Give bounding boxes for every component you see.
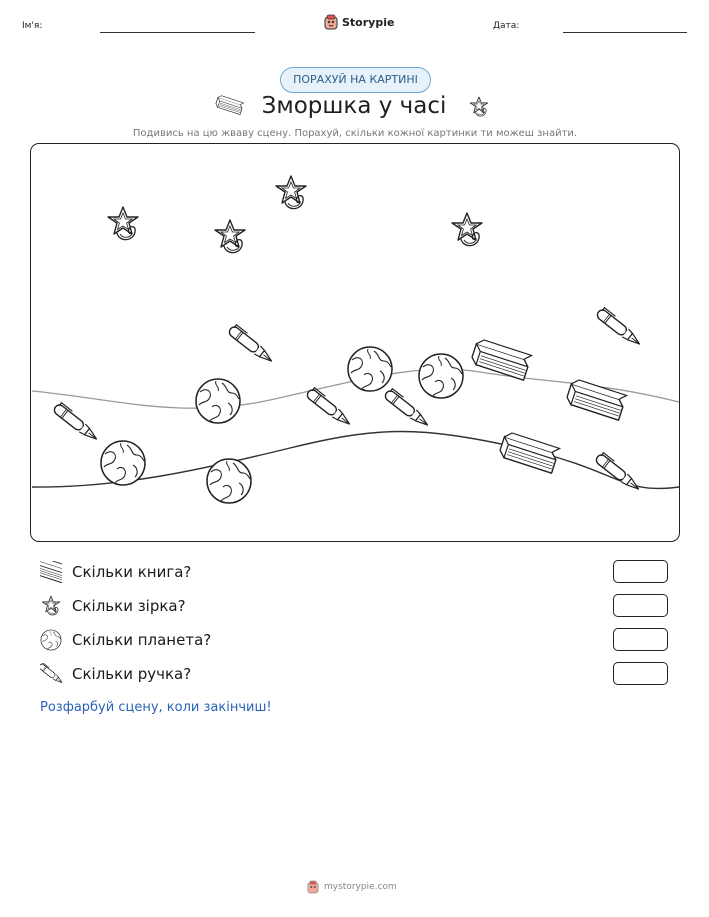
star-icon — [40, 595, 62, 617]
storypie-footer-icon — [307, 880, 319, 894]
question-row-book — [40, 560, 680, 584]
pen-icon — [40, 663, 62, 685]
instructions: Подивись на цю жваву сцену. Порахуй, скільки кожної картинки ти можеш знайти. — [132, 128, 578, 139]
name-label: Ім'я: — [22, 21, 43, 31]
book-icon — [214, 94, 244, 118]
question-text: Скільки зірка? — [72, 597, 186, 615]
question-text: Скільки книга? — [72, 563, 192, 581]
answer-box-book[interactable] — [613, 560, 668, 583]
date-label: Дата: — [493, 21, 520, 31]
question-row-star — [40, 594, 680, 618]
question-text: Скільки планета? — [72, 631, 212, 649]
question-row-planet — [40, 628, 680, 652]
question-row-pen — [40, 662, 680, 686]
coloring-note: Розфарбуй сцену, коли закінчиш! — [40, 700, 272, 715]
page-title: Зморшка у часі — [261, 93, 447, 119]
star-icon — [466, 94, 492, 120]
date-line[interactable] — [563, 32, 687, 33]
brand-logo — [324, 14, 394, 30]
answer-box-planet[interactable] — [613, 628, 668, 651]
footer-url: mystorypie.com — [324, 882, 397, 892]
footer — [307, 880, 397, 894]
answer-box-star[interactable] — [613, 594, 668, 617]
book-icon — [40, 561, 62, 583]
name-line[interactable] — [100, 32, 255, 33]
storypie-mascot-icon — [324, 14, 338, 30]
activity-tag: ПОРАХУЙ НА КАРТИНІ — [280, 67, 431, 93]
answer-box-pen[interactable] — [613, 662, 668, 685]
brand-name: Storypie — [342, 15, 395, 29]
planet-icon — [40, 629, 62, 651]
question-text: Скільки ручка? — [72, 665, 192, 683]
counting-scene — [30, 143, 680, 542]
